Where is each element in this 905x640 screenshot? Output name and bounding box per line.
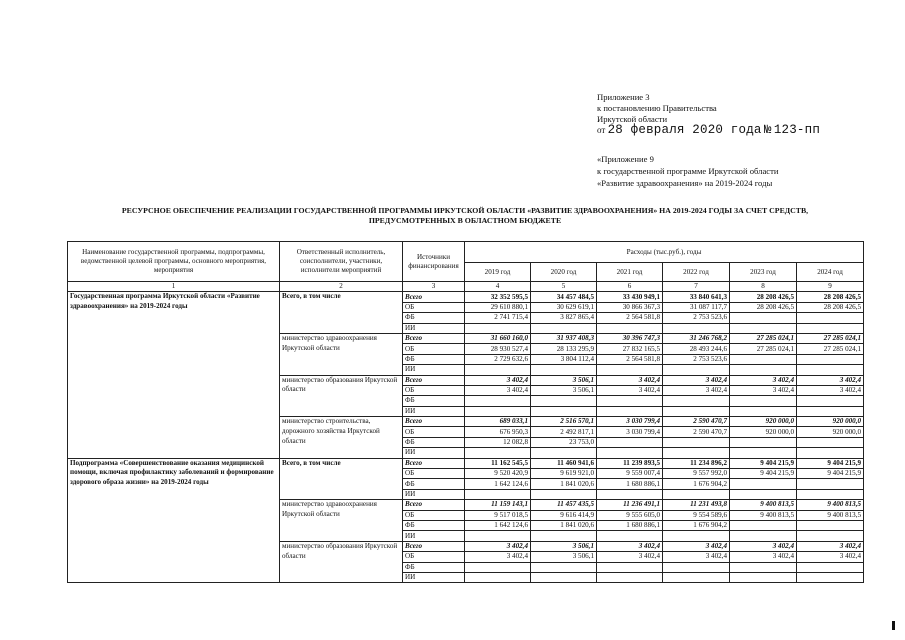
value-cell <box>465 323 531 333</box>
value-cell <box>730 531 797 541</box>
value-cell <box>730 448 797 458</box>
value-cell: 9 404 215,9 <box>797 458 864 468</box>
source-cell: ФБ <box>403 437 465 447</box>
value-cell: 31 937 408,3 <box>531 333 597 343</box>
program-name-cell: Государственная программа Иркутской области «Развитие здравоохранения» на 2019-2024 годы <box>68 292 280 458</box>
value-cell <box>797 313 864 323</box>
value-cell <box>797 323 864 333</box>
decree-prefix: от <box>597 125 606 135</box>
source-cell: ОБ <box>403 510 465 520</box>
value-cell: 3 402,4 <box>465 385 531 395</box>
header-row <box>68 242 864 263</box>
value-cell <box>663 448 730 458</box>
value-cell: 2 753 523,6 <box>663 354 730 364</box>
value-cell: 3 804 112,4 <box>531 354 597 364</box>
source-cell: ФБ <box>403 354 465 364</box>
value-cell <box>597 365 663 375</box>
source-cell: ИИ <box>403 489 465 499</box>
value-cell <box>730 562 797 572</box>
value-cell: 3 402,4 <box>597 541 663 551</box>
page-edge-mark <box>892 621 895 630</box>
value-cell: 9 400 813,5 <box>797 510 864 520</box>
value-cell: 3 402,4 <box>797 552 864 562</box>
source-cell: ИИ <box>403 572 465 582</box>
source-cell: ФБ <box>403 562 465 572</box>
value-cell: 9 619 921,0 <box>531 469 597 479</box>
title-line: ПРЕДУСМОТРЕННЫХ В ОБЛАСТНОМ БЮДЖЕТЕ <box>368 216 562 225</box>
column-number: 7 <box>663 282 730 292</box>
value-cell: 920 000,0 <box>730 417 797 427</box>
source-cell: Всего <box>403 375 465 385</box>
value-cell: 30 629 619,1 <box>531 302 597 312</box>
value-cell <box>531 365 597 375</box>
source-cell: ИИ <box>403 531 465 541</box>
value-cell <box>797 448 864 458</box>
value-cell: 27 285 024,1 <box>797 344 864 354</box>
source-cell: ИИ <box>403 323 465 333</box>
value-cell: 28 208 426,5 <box>730 302 797 312</box>
column-number: 8 <box>730 282 797 292</box>
appendix-3-block <box>597 92 820 136</box>
value-cell: 28 208 426,5 <box>797 302 864 312</box>
value-cell <box>797 365 864 375</box>
value-cell: 9 404 215,9 <box>797 469 864 479</box>
source-cell: Всего <box>403 417 465 427</box>
source-cell: ИИ <box>403 365 465 375</box>
table-row <box>68 458 864 468</box>
value-cell <box>730 479 797 489</box>
executor-cell: министерство строительства, дорожного хозяйства Иркутской области <box>280 417 403 459</box>
appendix-9-block <box>597 153 778 189</box>
value-cell <box>730 396 797 406</box>
appendix-line: к постановлению Правительства <box>597 103 717 113</box>
header-year: 2023 год <box>730 263 797 282</box>
value-cell <box>531 323 597 333</box>
source-cell: ОБ <box>403 427 465 437</box>
value-cell <box>730 323 797 333</box>
value-cell <box>797 479 864 489</box>
value-cell: 9 557 992,0 <box>663 469 730 479</box>
source-cell: ФБ <box>403 313 465 323</box>
decree-number-sign: № <box>763 123 772 137</box>
value-cell: 3 402,4 <box>597 375 663 385</box>
value-cell <box>597 396 663 406</box>
value-cell: 9 559 007,4 <box>597 469 663 479</box>
executor-cell: министерство здравоохранения Иркутской области <box>280 500 403 542</box>
appendix-line: к государственной программе Иркутской области <box>597 166 779 176</box>
executor-cell: Всего, в том числе <box>280 458 403 500</box>
value-cell: 28 133 295,9 <box>531 344 597 354</box>
value-cell: 3 402,4 <box>730 375 797 385</box>
value-cell: 920 000,0 <box>730 427 797 437</box>
value-cell: 11 231 493,8 <box>663 500 730 510</box>
value-cell <box>663 323 730 333</box>
value-cell: 9 520 420,9 <box>465 469 531 479</box>
value-cell <box>730 365 797 375</box>
value-cell: 2 564 581,8 <box>597 354 663 364</box>
value-cell: 3 402,4 <box>597 385 663 395</box>
document-title <box>70 206 860 226</box>
value-cell <box>465 448 531 458</box>
value-cell: 9 517 018,5 <box>465 510 531 520</box>
value-cell <box>465 365 531 375</box>
value-cell: 3 827 865,4 <box>531 313 597 323</box>
value-cell: 920 000,0 <box>797 417 864 427</box>
value-cell: 9 400 813,5 <box>730 500 797 510</box>
column-number: 3 <box>403 282 465 292</box>
value-cell: 9 400 813,5 <box>730 510 797 520</box>
value-cell: 3 402,4 <box>663 541 730 551</box>
value-cell <box>797 489 864 499</box>
value-cell: 11 162 545,5 <box>465 458 531 468</box>
header-year: 2019 год <box>465 263 531 282</box>
value-cell: 31 246 768,2 <box>663 333 730 343</box>
value-cell <box>797 562 864 572</box>
value-cell <box>730 437 797 447</box>
column-number: 9 <box>797 282 864 292</box>
value-cell: 9 555 605,0 <box>597 510 663 520</box>
value-cell: 1 676 904,2 <box>663 479 730 489</box>
value-cell <box>465 396 531 406</box>
value-cell: 3 402,4 <box>663 552 730 562</box>
value-cell: 27 832 165,5 <box>597 344 663 354</box>
value-cell: 11 460 941,6 <box>531 458 597 468</box>
appendix-line: Иркутской области <box>597 114 668 124</box>
value-cell <box>663 572 730 582</box>
executor-cell: Всего, в том числе <box>280 292 403 334</box>
value-cell: 12 082,8 <box>465 437 531 447</box>
value-cell <box>597 437 663 447</box>
value-cell: 1 642 124,6 <box>465 479 531 489</box>
value-cell: 3 402,4 <box>465 552 531 562</box>
value-cell: 9 616 414,9 <box>531 510 597 520</box>
value-cell: 3 402,4 <box>730 541 797 551</box>
value-cell: 30 866 367,3 <box>597 302 663 312</box>
column-number-row <box>68 282 864 292</box>
value-cell: 1 841 020,6 <box>531 520 597 530</box>
source-cell: ФБ <box>403 520 465 530</box>
value-cell <box>730 354 797 364</box>
value-cell <box>663 437 730 447</box>
value-cell: 920 000,0 <box>797 427 864 437</box>
table-body <box>68 292 864 583</box>
value-cell <box>531 572 597 582</box>
value-cell: 689 033,1 <box>465 417 531 427</box>
value-cell: 27 285 024,1 <box>730 344 797 354</box>
value-cell: 11 234 896,2 <box>663 458 730 468</box>
value-cell: 27 285 024,1 <box>730 333 797 343</box>
value-cell <box>465 531 531 541</box>
value-cell <box>597 489 663 499</box>
value-cell: 2 564 581,8 <box>597 313 663 323</box>
value-cell: 3 506,1 <box>531 541 597 551</box>
value-cell: 3 402,4 <box>730 385 797 395</box>
header-name: Наименование государственной программы, подпрограммы, ведомственной целевой программы, основного мероприятия, мероприятия <box>68 242 280 282</box>
value-cell: 676 950,3 <box>465 427 531 437</box>
value-cell: 2 516 570,1 <box>531 417 597 427</box>
header-source: Источники финансирования <box>403 242 465 282</box>
source-cell: ОБ <box>403 302 465 312</box>
executor-cell: министерство образования Иркутской области <box>280 375 403 417</box>
source-cell: ИИ <box>403 406 465 416</box>
value-cell: 3 402,4 <box>465 375 531 385</box>
value-cell: 3 402,4 <box>597 552 663 562</box>
value-cell <box>797 406 864 416</box>
value-cell: 2 492 817,1 <box>531 427 597 437</box>
value-cell: 3 402,4 <box>465 541 531 551</box>
resource-table <box>67 241 864 583</box>
value-cell: 11 159 143,1 <box>465 500 531 510</box>
value-cell <box>597 531 663 541</box>
value-cell <box>797 520 864 530</box>
value-cell <box>465 572 531 582</box>
value-cell: 9 400 813,5 <box>797 500 864 510</box>
column-number: 1 <box>68 282 280 292</box>
appendix-line: «Развитие здравоохранения» на 2019-2024 годы <box>597 178 773 188</box>
value-cell: 3 402,4 <box>663 385 730 395</box>
value-cell <box>663 531 730 541</box>
value-cell: 33 840 641,3 <box>663 292 730 302</box>
value-cell: 11 457 435,5 <box>531 500 597 510</box>
value-cell: 3 402,4 <box>663 375 730 385</box>
value-cell <box>797 437 864 447</box>
source-cell: ФБ <box>403 479 465 489</box>
value-cell: 3 402,4 <box>797 541 864 551</box>
source-cell: ОБ <box>403 469 465 479</box>
source-cell: ОБ <box>403 344 465 354</box>
source-cell: Всего <box>403 292 465 302</box>
value-cell: 34 457 484,5 <box>531 292 597 302</box>
value-cell <box>730 572 797 582</box>
column-number: 6 <box>597 282 663 292</box>
value-cell <box>531 448 597 458</box>
value-cell: 2 590 470,7 <box>663 417 730 427</box>
value-cell <box>531 531 597 541</box>
value-cell: 23 753,0 <box>531 437 597 447</box>
value-cell <box>597 323 663 333</box>
value-cell <box>663 562 730 572</box>
value-cell: 9 404 215,9 <box>730 458 797 468</box>
value-cell: 11 239 893,5 <box>597 458 663 468</box>
value-cell: 3 030 799,4 <box>597 417 663 427</box>
value-cell: 3 506,1 <box>531 552 597 562</box>
value-cell: 2 753 523,6 <box>663 313 730 323</box>
column-number: 5 <box>531 282 597 292</box>
decree-line <box>597 125 820 136</box>
value-cell: 30 396 747,3 <box>597 333 663 343</box>
value-cell: 33 430 949,1 <box>597 292 663 302</box>
value-cell <box>730 313 797 323</box>
header-executor: Ответственный исполнитель, соисполнители, участники, исполнители мероприятий <box>280 242 403 282</box>
column-number: 2 <box>280 282 403 292</box>
value-cell <box>797 531 864 541</box>
value-cell: 32 352 595,5 <box>465 292 531 302</box>
value-cell: 1 841 020,6 <box>531 479 597 489</box>
value-cell: 11 236 491,1 <box>597 500 663 510</box>
value-cell <box>465 562 531 572</box>
header-year: 2021 год <box>597 263 663 282</box>
value-cell: 1 680 886,1 <box>597 479 663 489</box>
source-cell: Всего <box>403 541 465 551</box>
value-cell <box>465 489 531 499</box>
value-cell <box>531 396 597 406</box>
value-cell <box>797 354 864 364</box>
source-cell: Всего <box>403 500 465 510</box>
value-cell <box>797 572 864 582</box>
value-cell <box>730 406 797 416</box>
value-cell: 28 930 527,4 <box>465 344 531 354</box>
value-cell: 9 554 589,6 <box>663 510 730 520</box>
value-cell: 3 402,4 <box>797 385 864 395</box>
value-cell: 28 493 244,6 <box>663 344 730 354</box>
table-row <box>68 292 864 302</box>
value-cell <box>663 396 730 406</box>
executor-cell: министерство здравоохранения Иркутской области <box>280 333 403 375</box>
value-cell <box>730 489 797 499</box>
value-cell: 1 680 886,1 <box>597 520 663 530</box>
value-cell <box>730 520 797 530</box>
source-cell: ОБ <box>403 552 465 562</box>
value-cell: 1 676 904,2 <box>663 520 730 530</box>
value-cell: 31 660 160,0 <box>465 333 531 343</box>
value-cell: 3 506,1 <box>531 385 597 395</box>
source-cell: ФБ <box>403 396 465 406</box>
source-cell: ОБ <box>403 385 465 395</box>
value-cell: 2 741 715,4 <box>465 313 531 323</box>
value-cell <box>597 448 663 458</box>
value-cell <box>797 396 864 406</box>
value-cell: 3 402,4 <box>797 375 864 385</box>
value-cell: 1 642 124,6 <box>465 520 531 530</box>
decree-date: 28 февраля 2020 года <box>607 123 762 137</box>
decree-number: 123-пп <box>773 123 821 137</box>
value-cell <box>531 406 597 416</box>
value-cell <box>531 562 597 572</box>
value-cell: 3 506,1 <box>531 375 597 385</box>
value-cell <box>663 365 730 375</box>
value-cell: 2 590 470,7 <box>663 427 730 437</box>
value-cell <box>531 489 597 499</box>
value-cell <box>597 572 663 582</box>
executor-cell: министерство образования Иркутской области <box>280 541 403 583</box>
value-cell: 28 208 426,5 <box>797 292 864 302</box>
value-cell <box>465 406 531 416</box>
value-cell: 27 285 024,1 <box>797 333 864 343</box>
header-year: 2020 год <box>531 263 597 282</box>
value-cell: 28 208 426,5 <box>730 292 797 302</box>
title-line: РЕСУРСНОЕ ОБЕСПЕЧЕНИЕ РЕАЛИЗАЦИИ ГОСУДАРСТВЕННОЙ ПРОГРАММЫ ИРКУТСКОЙ ОБЛАСТИ «РАЗВИТИЕ ЗДРАВООХРАНЕНИЯ» НА 2019-2024 ГОДЫ ЗА СЧЕТ СРЕДСТВ, <box>121 206 809 215</box>
value-cell: 31 087 117,7 <box>663 302 730 312</box>
program-name-cell: Подпрограмма «Совершенствование оказания медицинской помощи, включая профилактику заболеваний и формирование здорового образа жизни» на 2019-2024 годы <box>68 458 280 583</box>
header-expenses: Расходы (тыс.руб.), годы <box>465 242 864 263</box>
value-cell: 3 030 799,4 <box>597 427 663 437</box>
appendix-line: Приложение 3 <box>597 92 650 102</box>
value-cell: 9 404 215,9 <box>730 469 797 479</box>
value-cell <box>597 406 663 416</box>
header-year: 2024 год <box>797 263 864 282</box>
value-cell: 2 729 632,6 <box>465 354 531 364</box>
appendix-line: «Приложение 9 <box>597 154 654 164</box>
value-cell <box>663 406 730 416</box>
value-cell <box>663 489 730 499</box>
header-year: 2022 год <box>663 263 730 282</box>
source-cell: Всего <box>403 458 465 468</box>
column-number: 4 <box>465 282 531 292</box>
source-cell: Всего <box>403 333 465 343</box>
value-cell <box>597 562 663 572</box>
source-cell: ИИ <box>403 448 465 458</box>
value-cell: 3 402,4 <box>730 552 797 562</box>
value-cell: 29 610 880,1 <box>465 302 531 312</box>
